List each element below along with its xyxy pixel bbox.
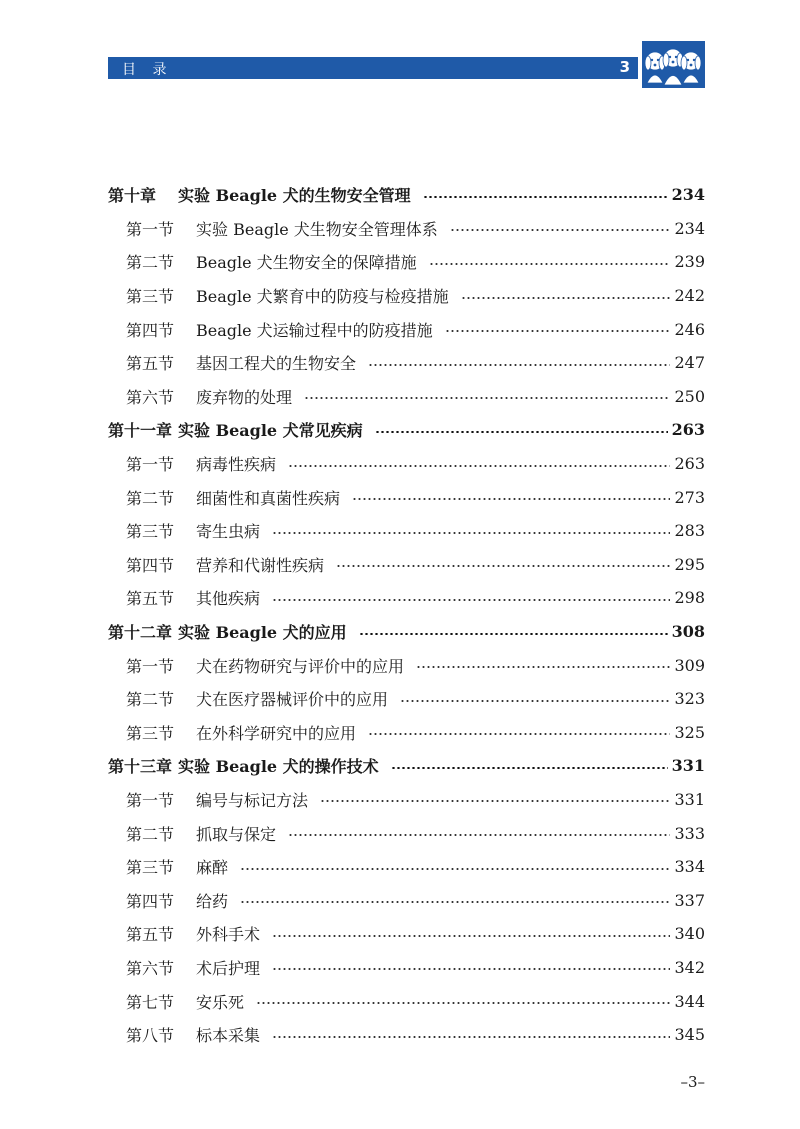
header-bar xyxy=(108,57,638,79)
toc-section-row[interactable] xyxy=(108,1018,705,1052)
toc-entry-title: 实验 Beagle 犬的应用 xyxy=(178,623,347,643)
toc-entry-number: 第三节 xyxy=(126,287,175,307)
toc-entry-page: 242 xyxy=(674,286,705,306)
toc-entry-number: 第二节 xyxy=(126,488,175,508)
dot-leader xyxy=(391,767,668,769)
toc-entry-number: 第五节 xyxy=(126,354,175,374)
toc-section-row[interactable] xyxy=(108,548,705,582)
toc-entry-number: 第八节 xyxy=(126,1026,175,1046)
toc-section-row[interactable] xyxy=(108,883,705,917)
toc-entry-title: 编号与标记方法 xyxy=(196,790,309,810)
toc-entry-title: 实验 Beagle 犬常见疾病 xyxy=(178,421,363,441)
toc-section-row[interactable] xyxy=(108,480,705,514)
toc-entry-page: 247 xyxy=(674,353,705,373)
dot-leader xyxy=(272,935,670,937)
toc-chapter-row[interactable] xyxy=(108,413,705,447)
toc-section-row[interactable] xyxy=(108,581,705,615)
toc-entry-title: 外科手术 xyxy=(196,925,261,945)
toc-entry-number: 第一节 xyxy=(126,219,175,239)
toc-entry-title: Beagle 犬生物安全的保障措施 xyxy=(196,253,417,273)
toc-section-row[interactable] xyxy=(108,716,705,750)
toc-section-row[interactable] xyxy=(108,447,705,481)
toc-section-row[interactable] xyxy=(108,212,705,246)
toc-entry-page: 250 xyxy=(674,386,705,406)
toc-entry-page: 273 xyxy=(674,487,705,507)
toc-entry-number: 第一节 xyxy=(126,656,175,676)
toc-entry-page: 344 xyxy=(674,991,705,1011)
toc-entry-title: 细菌性和真菌性疾病 xyxy=(196,488,341,508)
toc-section-row[interactable] xyxy=(108,648,705,682)
toc-entry-number: 第五节 xyxy=(126,925,175,945)
dot-leader xyxy=(256,1002,670,1004)
toc-section-row[interactable] xyxy=(108,346,705,380)
dot-leader xyxy=(416,666,670,668)
toc-chapter-row[interactable] xyxy=(108,615,705,649)
toc-entry-title: 犬在药物研究与评价中的应用 xyxy=(196,656,405,676)
dot-leader xyxy=(368,733,670,735)
toc-section-row[interactable] xyxy=(108,816,705,850)
dot-leader xyxy=(304,397,670,399)
toc-entry-title: Beagle 犬运输过程中的防疫措施 xyxy=(196,320,433,340)
toc-entry-number: 第十章 xyxy=(108,186,157,206)
toc-entry-number: 第一节 xyxy=(126,790,175,810)
toc-entry-page: 298 xyxy=(674,588,705,608)
header-page-number: 3 xyxy=(619,58,630,76)
dot-leader xyxy=(400,700,670,702)
dot-leader xyxy=(272,532,670,534)
toc-entry-page: 325 xyxy=(674,722,705,742)
toc-entry-page: 331 xyxy=(671,756,705,776)
toc-entry-number: 第十一章 xyxy=(108,421,173,441)
toc-section-row[interactable] xyxy=(108,850,705,884)
dot-leader xyxy=(375,431,668,433)
toc-section-row[interactable] xyxy=(108,245,705,279)
toc-section-row[interactable] xyxy=(108,682,705,716)
toc-section-row[interactable] xyxy=(108,514,705,548)
toc-entry-title: 实验 Beagle 犬的生物安全管理 xyxy=(178,186,411,206)
toc-entry-number: 第十三章 xyxy=(108,757,173,777)
table-of-contents xyxy=(108,178,705,1051)
toc-section-row[interactable] xyxy=(108,951,705,985)
dot-leader xyxy=(423,196,668,198)
toc-entry-page: 308 xyxy=(671,622,705,642)
toc-entry-page: 340 xyxy=(674,924,705,944)
toc-entry-title: 基因工程犬的生物安全 xyxy=(196,354,357,374)
toc-entry-title: 废弃物的处理 xyxy=(196,387,293,407)
toc-entry-page: 283 xyxy=(674,521,705,541)
toc-entry-page: 246 xyxy=(674,319,705,339)
toc-entry-page: 263 xyxy=(674,454,705,474)
toc-entry-title: 病毒性疾病 xyxy=(196,455,277,475)
toc-entry-title: 其他疾病 xyxy=(196,589,261,609)
dot-leader xyxy=(272,1036,670,1038)
toc-section-row[interactable] xyxy=(108,279,705,313)
dot-leader xyxy=(240,868,670,870)
page-footer-number: –3– xyxy=(680,1073,705,1091)
dot-leader xyxy=(272,599,670,601)
toc-entry-title: 给药 xyxy=(196,891,229,911)
toc-section-row[interactable] xyxy=(108,917,705,951)
dot-leader xyxy=(288,834,670,836)
toc-chapter-row[interactable] xyxy=(108,178,705,212)
toc-entry-title: 在外科学研究中的应用 xyxy=(196,723,357,743)
toc-entry-page: 345 xyxy=(674,1025,705,1045)
toc-entry-page: 234 xyxy=(674,218,705,238)
toc-entry-number: 第五节 xyxy=(126,589,175,609)
dot-leader xyxy=(352,498,670,500)
toc-entry-number: 第三节 xyxy=(126,723,175,743)
toc-entry-title: 术后护理 xyxy=(196,958,261,978)
dot-leader xyxy=(368,364,670,366)
toc-section-row[interactable] xyxy=(108,312,705,346)
toc-entry-page: 342 xyxy=(674,957,705,977)
toc-entry-page: 263 xyxy=(671,420,705,440)
toc-entry-number: 第二节 xyxy=(126,690,175,710)
toc-entry-page: 334 xyxy=(674,857,705,877)
dot-leader xyxy=(336,565,670,567)
dot-leader xyxy=(450,229,671,231)
toc-entry-title: 抓取与保定 xyxy=(196,824,277,844)
toc-entry-page: 239 xyxy=(674,252,705,272)
toc-entry-number: 第七节 xyxy=(126,992,175,1012)
toc-entry-page: 333 xyxy=(674,823,705,843)
toc-entry-number: 第十二章 xyxy=(108,623,173,643)
toc-section-row[interactable] xyxy=(108,984,705,1018)
toc-entry-number: 第四节 xyxy=(126,555,175,575)
dot-leader xyxy=(288,465,670,467)
dot-leader xyxy=(320,800,670,802)
toc-entry-number: 第三节 xyxy=(126,522,175,542)
header-title: 目 录 xyxy=(122,62,173,78)
toc-section-row[interactable] xyxy=(108,783,705,817)
toc-entry-title: 营养和代谢性疾病 xyxy=(196,555,325,575)
toc-entry-page: 234 xyxy=(671,185,705,205)
toc-entry-title: 犬在医疗器械评价中的应用 xyxy=(196,690,389,710)
toc-entry-title: 实验 Beagle 犬生物安全管理体系 xyxy=(196,219,438,239)
toc-entry-title: 麻醉 xyxy=(196,858,229,878)
toc-chapter-row[interactable] xyxy=(108,749,705,783)
dot-leader xyxy=(240,901,670,903)
dot-leader xyxy=(445,330,671,332)
toc-entry-page: 331 xyxy=(674,789,705,809)
dot-leader xyxy=(461,297,671,299)
toc-entry-number: 第六节 xyxy=(126,958,175,978)
beagle-dogs-logo-icon xyxy=(642,41,705,88)
toc-entry-number: 第二节 xyxy=(126,824,175,844)
dot-leader xyxy=(429,263,671,265)
toc-section-row[interactable] xyxy=(108,380,705,414)
toc-entry-number: 第三节 xyxy=(126,858,175,878)
toc-entry-page: 323 xyxy=(674,689,705,709)
toc-entry-page: 309 xyxy=(674,655,705,675)
toc-entry-page: 337 xyxy=(674,890,705,910)
toc-entry-number: 第六节 xyxy=(126,387,175,407)
dot-leader xyxy=(272,968,670,970)
dot-leader xyxy=(359,633,668,635)
toc-entry-title: Beagle 犬繁育中的防疫与检疫措施 xyxy=(196,287,449,307)
toc-entry-title: 实验 Beagle 犬的操作技术 xyxy=(178,757,379,777)
toc-entry-number: 第四节 xyxy=(126,320,175,340)
toc-entry-number: 第二节 xyxy=(126,253,175,273)
toc-entry-number: 第四节 xyxy=(126,891,175,911)
toc-entry-title: 安乐死 xyxy=(196,992,245,1012)
toc-entry-title: 寄生虫病 xyxy=(196,522,261,542)
toc-entry-number: 第一节 xyxy=(126,455,175,475)
toc-entry-title: 标本采集 xyxy=(196,1026,261,1046)
toc-entry-page: 295 xyxy=(674,554,705,574)
